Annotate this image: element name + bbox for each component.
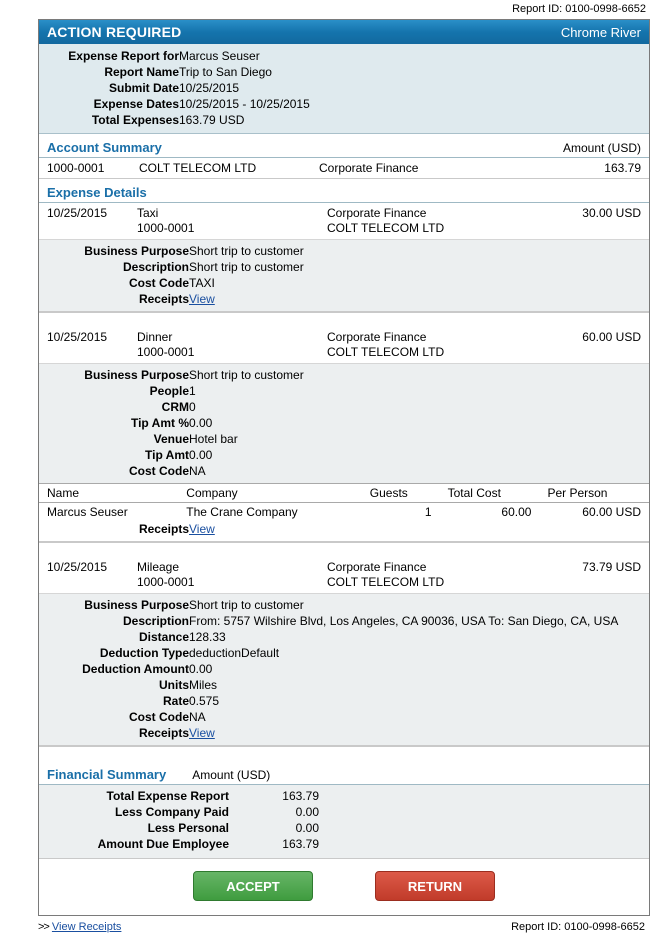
expense-item-taxi bbox=[39, 203, 649, 312]
summary-label: Expense Dates bbox=[93, 97, 179, 111]
expense-account-code: 1000-0001 bbox=[137, 575, 195, 589]
guest-col-company: Company bbox=[178, 484, 361, 503]
expense-item-mileage bbox=[39, 557, 649, 746]
expense-date: 10/25/2015 bbox=[47, 330, 108, 344]
detail-row bbox=[39, 597, 618, 613]
financial-label: Less Company Paid bbox=[114, 805, 229, 819]
view-receipts-footer-link[interactable]: View Receipts bbox=[51, 921, 122, 933]
detail-label: Cost Code bbox=[129, 276, 189, 290]
report-header bbox=[39, 20, 649, 44]
receipts-label: Receipts bbox=[138, 292, 189, 306]
detail-value: 0.00 bbox=[189, 662, 213, 676]
detail-value: 128.33 bbox=[189, 630, 226, 644]
expense-date: 10/25/2015 bbox=[47, 560, 108, 574]
accept-button[interactable]: ACCEPT bbox=[193, 871, 313, 901]
expense-amount: 73.79 USD bbox=[582, 560, 641, 574]
expense-report-frame bbox=[38, 19, 650, 916]
financial-row bbox=[39, 836, 319, 852]
detail-row bbox=[39, 383, 304, 399]
detail-value: Miles bbox=[189, 678, 218, 692]
expense-header-row bbox=[39, 327, 649, 345]
expense-receipts bbox=[39, 521, 649, 541]
expense-date-spacer bbox=[47, 575, 137, 589]
account-code: 1000-0001 bbox=[47, 161, 105, 175]
detail-label: Description bbox=[122, 260, 189, 274]
expense-detail-table bbox=[39, 243, 304, 307]
detail-value: From: 5757 Wilshire Blvd, Los Angeles, CA 90036, USA To: San Diego, CA, USA bbox=[189, 614, 619, 628]
detail-label: Deduction Type bbox=[99, 646, 189, 660]
detail-row bbox=[39, 243, 304, 259]
detail-label: Business Purpose bbox=[84, 598, 189, 612]
receipts-row bbox=[39, 521, 215, 537]
financial-value: 163.79 bbox=[282, 837, 319, 851]
account-summary-heading bbox=[39, 134, 649, 158]
expense-vendor: COLT TELECOM LTD bbox=[327, 345, 445, 359]
guest-total-cost: 60.00 bbox=[440, 503, 540, 522]
detail-label: Venue bbox=[153, 432, 189, 446]
expense-spacer bbox=[39, 542, 649, 557]
financial-value: 163.79 bbox=[282, 789, 319, 803]
financial-summary-heading bbox=[39, 761, 649, 785]
financial-summary-amount-label: Amount (USD) bbox=[192, 768, 271, 782]
account-summary-title: Account Summary bbox=[47, 140, 162, 155]
detail-label: Cost Code bbox=[129, 710, 189, 724]
detail-label: Units bbox=[159, 678, 189, 692]
detail-row bbox=[39, 677, 618, 693]
guest-col-total-cost: Total Cost bbox=[440, 484, 540, 503]
expense-details-title: Expense Details bbox=[47, 185, 147, 200]
financial-label: Less Personal bbox=[147, 821, 229, 835]
summary-label: Report Name bbox=[104, 65, 179, 79]
expense-date-spacer bbox=[47, 221, 137, 235]
expense-detail-fields bbox=[39, 363, 649, 483]
guest-col-guests: Guests bbox=[362, 484, 440, 503]
return-button[interactable]: RETURN bbox=[375, 871, 495, 901]
detail-value: Hotel bar bbox=[189, 432, 238, 446]
expense-type: Taxi bbox=[137, 206, 159, 220]
expense-date: 10/25/2015 bbox=[47, 206, 108, 220]
financial-row bbox=[39, 820, 319, 836]
financial-value: 0.00 bbox=[295, 821, 319, 835]
receipts-label: Receipts bbox=[138, 726, 189, 740]
guest-company: The Crane Company bbox=[178, 503, 361, 522]
summary-label: Expense Report for bbox=[68, 49, 179, 63]
action-button-bar bbox=[39, 858, 649, 915]
guest-name: Marcus Seuser bbox=[39, 503, 178, 522]
detail-value: Short trip to customer bbox=[189, 244, 304, 258]
detail-label: Distance bbox=[138, 630, 189, 644]
financial-row bbox=[39, 788, 319, 804]
expense-subheader-row bbox=[39, 345, 649, 363]
financial-label: Total Expense Report bbox=[106, 789, 229, 803]
expense-amount: 60.00 USD bbox=[582, 330, 641, 344]
detail-value: 0 bbox=[189, 400, 196, 414]
brand-label: Chrome River bbox=[560, 24, 641, 40]
detail-row bbox=[39, 399, 304, 415]
view-receipts-link[interactable]: View bbox=[189, 726, 215, 740]
expense-dept: Corporate Finance bbox=[327, 330, 427, 344]
detail-row bbox=[39, 259, 304, 275]
table-row bbox=[39, 158, 649, 179]
expense-header-row bbox=[39, 203, 649, 221]
detail-value: NA bbox=[189, 710, 206, 724]
expense-details-heading bbox=[39, 179, 649, 203]
summary-value: 10/25/2015 bbox=[179, 81, 240, 95]
detail-row bbox=[39, 463, 304, 479]
detail-value: 0.00 bbox=[189, 416, 213, 430]
receipts-table bbox=[39, 521, 215, 537]
financial-summary-table bbox=[39, 788, 319, 852]
summary-value: 10/25/2015 - 10/25/2015 bbox=[179, 97, 310, 111]
summary-table bbox=[39, 48, 310, 128]
detail-label: Tip Amt % bbox=[130, 416, 189, 430]
expense-header-row bbox=[39, 557, 649, 575]
guest-table-header bbox=[39, 484, 649, 503]
detail-value: TAXI bbox=[189, 276, 215, 290]
detail-value: 1 bbox=[189, 384, 196, 398]
detail-label: Deduction Amount bbox=[82, 662, 189, 676]
detail-row bbox=[39, 415, 304, 431]
expense-type: Mileage bbox=[137, 560, 180, 574]
detail-row bbox=[39, 693, 618, 709]
detail-label: Tip Amt bbox=[145, 448, 189, 462]
detail-label: Rate bbox=[162, 694, 189, 708]
detail-row bbox=[39, 709, 618, 725]
chevron-right-icon: >> bbox=[38, 921, 49, 933]
expense-subheader-row bbox=[39, 575, 649, 593]
summary-value: Trip to San Diego bbox=[179, 65, 272, 79]
expense-vendor: COLT TELECOM LTD bbox=[327, 575, 445, 589]
financial-label: Amount Due Employee bbox=[97, 837, 229, 851]
expense-spacer bbox=[39, 312, 649, 327]
expense-amount-spacer bbox=[541, 575, 641, 589]
summary-label: Submit Date bbox=[108, 81, 179, 95]
summary-label: Total Expenses bbox=[91, 113, 179, 127]
detail-row bbox=[39, 613, 618, 629]
detail-value: 0.575 bbox=[189, 694, 220, 708]
detail-value: Short trip to customer bbox=[189, 368, 304, 382]
expense-detail-table bbox=[39, 597, 618, 741]
expense-type: Dinner bbox=[137, 330, 173, 344]
receipts-row bbox=[39, 725, 618, 741]
detail-value: deductionDefault bbox=[189, 646, 280, 660]
expense-vendor: COLT TELECOM LTD bbox=[327, 221, 445, 235]
detail-value: Short trip to customer bbox=[189, 260, 304, 274]
expense-amount-spacer bbox=[541, 221, 641, 235]
receipts-row bbox=[39, 291, 304, 307]
expense-subheader-row bbox=[39, 221, 649, 239]
expense-account-code: 1000-0001 bbox=[137, 345, 195, 359]
financial-value: 0.00 bbox=[295, 805, 319, 819]
expense-spacer bbox=[39, 746, 649, 761]
account-summary-amount-label: Amount (USD) bbox=[562, 141, 641, 155]
guest-table bbox=[39, 483, 649, 521]
view-receipts-link[interactable]: View bbox=[189, 292, 215, 306]
expense-amount-spacer bbox=[541, 345, 641, 359]
summary-value: 163.79 USD bbox=[179, 113, 245, 127]
summary-row bbox=[39, 80, 310, 96]
financial-row bbox=[39, 804, 319, 820]
footer-report-id: Report ID: 0100-0998-6652 bbox=[511, 921, 645, 933]
guest-count: 1 bbox=[362, 503, 440, 522]
detail-row bbox=[39, 275, 304, 291]
financial-summary-title: Financial Summary bbox=[47, 767, 167, 782]
expense-dept: Corporate Finance bbox=[327, 560, 427, 574]
expense-dept: Corporate Finance bbox=[327, 206, 427, 220]
summary-value: Marcus Seuser bbox=[179, 49, 260, 63]
summary-row bbox=[39, 64, 310, 80]
detail-label: Business Purpose bbox=[84, 244, 189, 258]
expense-account-code: 1000-0001 bbox=[137, 221, 195, 235]
expense-detail-fields bbox=[39, 239, 649, 311]
financial-summary-body bbox=[39, 785, 649, 858]
detail-row bbox=[39, 431, 304, 447]
expense-amount: 30.00 USD bbox=[582, 206, 641, 220]
summary-row bbox=[39, 112, 310, 128]
expense-detail-fields bbox=[39, 593, 649, 745]
detail-row bbox=[39, 661, 618, 677]
detail-row bbox=[39, 629, 618, 645]
detail-value: Short trip to customer bbox=[189, 598, 304, 612]
account-dept: Corporate Finance bbox=[319, 161, 419, 175]
page-title: ACTION REQUIRED bbox=[47, 24, 182, 40]
detail-label: Description bbox=[122, 614, 189, 628]
view-receipts-link[interactable]: View bbox=[189, 522, 215, 536]
guest-col-per-person: Per Person bbox=[539, 484, 649, 503]
detail-label: People bbox=[149, 384, 189, 398]
detail-row bbox=[39, 447, 304, 463]
footer bbox=[38, 916, 650, 933]
account-amount: 163.79 bbox=[604, 161, 641, 175]
detail-row bbox=[39, 367, 304, 383]
detail-label: Business Purpose bbox=[84, 368, 189, 382]
detail-value: NA bbox=[189, 464, 206, 478]
guest-col-name: Name bbox=[39, 484, 178, 503]
account-name: COLT TELECOM LTD bbox=[139, 161, 257, 175]
expense-detail-table bbox=[39, 367, 304, 479]
summary-row bbox=[39, 48, 310, 64]
detail-row bbox=[39, 645, 618, 661]
receipts-label: Receipts bbox=[138, 522, 189, 536]
report-summary bbox=[39, 44, 649, 134]
detail-value: 0.00 bbox=[189, 448, 213, 462]
expense-item-dinner bbox=[39, 327, 649, 542]
expense-date-spacer bbox=[47, 345, 137, 359]
summary-row bbox=[39, 96, 310, 112]
detail-label: CRM bbox=[161, 400, 189, 414]
top-report-id: Report ID: 0100-0998-6652 bbox=[512, 3, 646, 15]
detail-label: Cost Code bbox=[129, 464, 189, 478]
guest-per-person: 60.00 USD bbox=[539, 503, 649, 522]
table-row bbox=[39, 503, 649, 522]
